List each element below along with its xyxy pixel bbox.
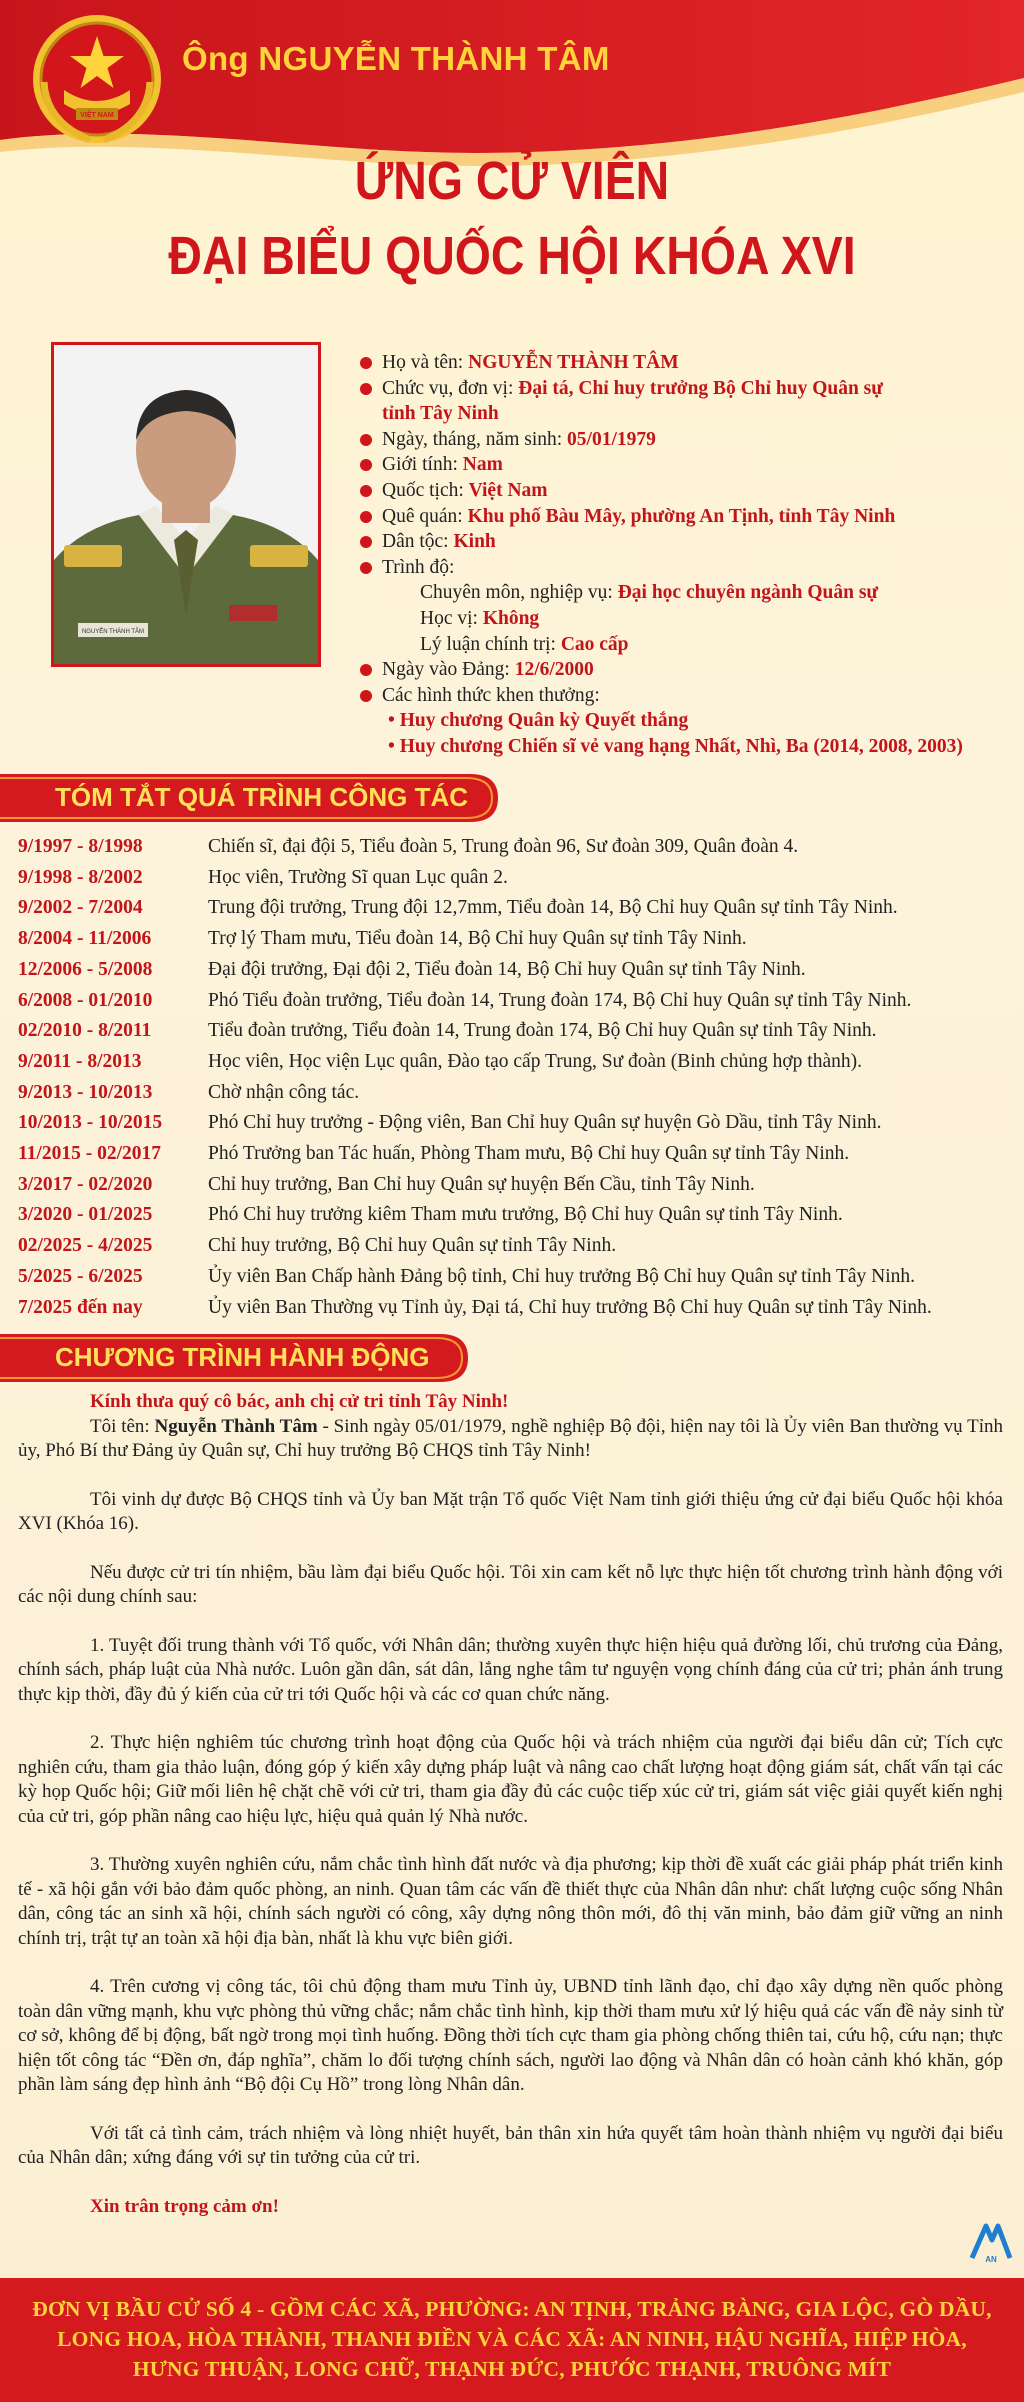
section-banner-program	[0, 1330, 470, 1386]
award-item: • Huy chương Quân kỳ Quyết thắng	[388, 710, 689, 732]
bullet-icon	[360, 562, 372, 574]
profile-hometown: Quê quán: Khu phố Bàu Mây, phường An Tịnh, tỉnh Tây Ninh	[360, 504, 1010, 530]
svg-text:VIỆT NAM: VIỆT NAM	[80, 112, 114, 119]
portrait-icon	[54, 345, 318, 664]
section-title-program: CHƯƠNG TRÌNH HÀNH ĐỘNG	[55, 1342, 430, 1372]
timeline-row: 5/2025 - 6/2025 Ủy viên Ban Chấp hành Đảng bộ tỉnh, Chỉ huy trưởng Bộ Chỉ huy Quân sự tỉnh Tây Ninh.	[18, 1265, 916, 1287]
program-paragraph: Nếu được cử tri tín nhiệm, bầu làm đại biểu Quốc hội. Tôi xin cam kết nỗ lực thực hiện tốt chương trình hành động với các nội dung chính sau:	[18, 1561, 1003, 1607]
bullet-icon	[360, 434, 372, 446]
timeline-row: 3/2020 - 01/2025 Phó Chỉ huy trưởng kiêm Tham mưu trưởng, Bộ Chỉ huy Quân sự tỉnh Tây Ninh.	[18, 1204, 843, 1226]
timeline-row: 7/2025 đến nay Ủy viên Ban Thường vụ Tỉnh ủy, Đại tá, Chỉ huy trưởng Bộ Chỉ huy Quân sự tỉnh Tây Ninh.	[18, 1296, 932, 1318]
an-logo-icon	[968, 2218, 1014, 2264]
footer-line: ĐƠN VỊ BẦU CỬ SỐ 4 - GỒM CÁC XÃ, PHƯỜNG: AN TỊNH, TRẢNG BÀNG, GIA LỘC, GÒ DẦU,	[32, 2297, 992, 2321]
program-item-4: 4. Trên cương vị công tác, tôi chủ động tham mưu Tỉnh ủy, UBND tỉnh lãnh đạo, chỉ đạo xây dựng nền quốc phòng toàn dân vững mạnh, khu vực phòng thủ vững chắc; nắm chắc tình hình, kịp thời tham mưu xử lý hiệu quả các vấn đề nảy sinh từ cơ sở, không để bị động, bất ngờ trong mọi tình huống. Đồng thời tích cực tham gia phòng chống thiên tai, cứu hộ, cứu nạn; thực hiện tốt công tác “Đền ơn, đáp nghĩa”, chăm lo đối tượng chính sách, người lao động và Nhân dân có hoàn cảnh khó khăn, góp phần làm sáng đẹp hình ảnh “Bộ đội Cụ Hồ” trong lòng Nhân dân.	[18, 1976, 1003, 2095]
bullet-icon	[360, 536, 372, 548]
program-item-2: 2. Thực hiện nghiêm túc chương trình hoạt động của Quốc hội và trách nhiệm của người đại biểu dân cử; Tích cực nghiên cứu, tham gia thảo luận, đóng góp ý kiến xây dựng pháp luật và nâng cao chất lượng hoạt động giám sát, chất vấn tại các kỳ họp Quốc hội; Giữ mối liên hệ chặt chẽ với cử tri, tham gia đầy đủ các cuộc tiếp xúc cử tri, giám sát việc giải quyết kiến nghị của cử tri, góp phần nâng cao hiệu lực, hiệu quả quản lý Nhà nước.	[18, 1732, 1003, 1827]
profile-politics: Lý luận chính trị: Cao cấp	[420, 633, 629, 655]
timeline-row: 9/1998 - 8/2002 Học viên, Trường Sĩ quan Lục quân 2.	[18, 866, 508, 888]
timeline-row: 9/1997 - 8/1998 Chiến sĩ, đại đội 5, Tiểu đoàn 5, Trung đoàn 96, Sư đoàn 309, Quân đoàn 4.	[18, 836, 799, 857]
header-candidate-name: Ông NGUYỄN THÀNH TÂM	[182, 40, 610, 77]
footer-constituency	[0, 2278, 1024, 2402]
profile-gender: Giới tính: Nam	[360, 452, 1010, 478]
footer-line: LONG HOA, HÒA THÀNH, THANH ĐIỀN VÀ CÁC XÃ: AN NINH, HẬU NGHĨA, HIỆP HÒA,	[57, 2327, 967, 2351]
timeline-row: 12/2006 - 5/2008 Đại đội trưởng, Đại đội 2, Tiểu đoàn 14, Bộ Chỉ huy Quân sự tỉnh Tây Ninh.	[18, 958, 806, 980]
profile-education: Trình độ:	[360, 555, 1010, 581]
program-closing: Xin trân trọng cảm ơn!	[90, 2195, 279, 2217]
candidate-photo	[51, 342, 321, 667]
svg-text:AN: AN	[985, 2255, 997, 2264]
timeline-row: 3/2017 - 02/2020 Chỉ huy trưởng, Ban Chỉ huy Quân sự huyện Bến Cầu, tỉnh Tây Ninh.	[18, 1173, 755, 1195]
section-banner-work	[0, 770, 500, 826]
bullet-icon	[360, 383, 372, 395]
program-item-3: 3. Thường xuyên nghiên cứu, nắm chắc tình hình đất nước và địa phương; kịp thời đề xuất các giải pháp phát triển kinh tế - xã hội gắn với bảo đảm quốc phòng, an ninh. Quan tâm các vấn đề thiết thực của Nhân dân như: chất lượng cuộc sống Nhân dân, công tác an sinh xã hội, chính sách người có công, xây dựng nông thôn mới, đô thị văn minh, bảo đảm giữ vững an ninh chính trị, trật tự an toàn xã hội địa bàn, nhất là khu vực biên giới.	[18, 1854, 1003, 1949]
timeline-row: 9/2002 - 7/2004 Trung đội trưởng, Trung đội 12,7mm, Tiểu đoàn 14, Bộ Chỉ huy Quân sự tỉnh Tây Ninh.	[18, 897, 898, 919]
bullet-icon	[360, 459, 372, 471]
footer-line: HƯNG THUẬN, LONG CHỮ, THẠNH ĐỨC, PHƯỚC THẠNH, TRUÔNG MÍT	[132, 2357, 892, 2381]
program-paragraph: Với tất cả tình cảm, trách nhiệm và lòng nhiệt huyết, bản thân xin hứa quyết tâm hoàn thành nhiệm vụ người đại biểu của Nhân dân; xứng đáng với sự tin tưởng của cử tri.	[18, 2122, 1003, 2168]
bullet-icon	[360, 511, 372, 523]
work-timeline	[18, 832, 1018, 1323]
profile-fullname: Họ và tên: NGUYỄN THÀNH TÂM	[360, 350, 1010, 376]
profile-party-date: Ngày vào Đảng: 12/6/2000	[360, 657, 1010, 683]
national-emblem-icon	[30, 12, 165, 147]
timeline-row: 11/2015 - 02/2017 Phó Trưởng ban Tác huấn, Phòng Tham mưu, Bộ Chỉ huy Quân sự tỉnh Tây Ninh.	[18, 1143, 850, 1165]
profile-info	[360, 350, 1010, 760]
timeline-row: 02/2025 - 4/2025 Chỉ huy trưởng, Bộ Chỉ huy Quân sự tỉnh Tây Ninh.	[18, 1235, 617, 1257]
bullet-icon	[360, 664, 372, 676]
page-title-line2: ĐẠI BIỂU QUỐC HỘI KHÓA XVI	[168, 226, 856, 286]
profile-ethnicity: Dân tộc: Kinh	[360, 529, 1010, 555]
timeline-row: 02/2010 - 8/2011 Tiểu đoàn trưởng, Tiểu đoàn 14, Trung đoàn 174, Bộ Chỉ huy Quân sự tỉnh Tây Ninh.	[18, 1020, 877, 1042]
program-paragraph: Tôi vinh dự được Bộ CHQS tỉnh và Ủy ban Mặt trận Tổ quốc Việt Nam tỉnh giới thiệu ứng cử đại biểu Quốc hội khóa XVI (Khóa 16).	[18, 1488, 1003, 1534]
action-program	[18, 1390, 1003, 2219]
bullet-icon	[360, 690, 372, 702]
header	[0, 0, 1024, 175]
profile-awards: Các hình thức khen thưởng:	[360, 683, 1010, 709]
timeline-row: 10/2013 - 10/2015 Phó Chỉ huy trưởng - Động viên, Ban Chỉ huy Quân sự huyện Gò Dầu, tỉnh Tây Ninh.	[18, 1112, 882, 1134]
program-item-1: 1. Tuyệt đối trung thành với Tổ quốc, với Nhân dân; thường xuyên thực hiện hiệu quả đường lối, chủ trương của Đảng, chính sách, pháp luật của Nhà nước. Luôn gần dân, sát dân, lắng nghe tâm tư nguyện vọng chính đáng của cử tri; phản ánh trung thực kịp thời, đầy đủ ý kiến của cử tri tới Quốc hội và các cơ quan chức năng.	[18, 1634, 1003, 1705]
timeline-row: 9/2011 - 8/2013 Học viên, Học viện Lục quân, Đào tạo cấp Trung, Sư đoàn (Binh chủng hợp thành).	[18, 1050, 862, 1072]
timeline-row: 8/2004 - 11/2006 Trợ lý Tham mưu, Tiểu đoàn 14, Bộ Chỉ huy Quân sự tỉnh Tây Ninh.	[18, 928, 747, 950]
profile-major: Chuyên môn, nghiệp vụ: Đại học chuyên ngành Quân sự	[420, 582, 879, 604]
award-item: • Huy chương Chiến sĩ vẻ vang hạng Nhất, Nhì, Ba (2014, 2008, 2003)	[388, 735, 963, 757]
profile-degree: Học vị: Không	[420, 607, 540, 629]
timeline-row: 6/2008 - 01/2010 Phó Tiểu đoàn trưởng, Tiểu đoàn 14, Trung đoàn 174, Bộ Chỉ huy Quân sự tỉnh Tây Ninh.	[18, 989, 912, 1011]
profile-dob: Ngày, tháng, năm sinh: 05/01/1979	[360, 427, 1010, 453]
section-title-work: TÓM TẮT QUÁ TRÌNH CÔNG TÁC	[55, 782, 469, 812]
profile-nationality: Quốc tịch: Việt Nam	[360, 478, 1010, 504]
program-greeting: Kính thưa quý cô bác, anh chị cử tri tỉnh Tây Ninh!	[90, 1391, 509, 1412]
program-intro: Tôi tên: Nguyễn Thành Tâm - Sinh ngày 05/01/1979, nghề nghiệp Bộ đội, hiện nay tôi là Ủy viên Ban thường vụ Tỉnh ủy, Phó Bí thư Đảng ủy Quân sự, Chỉ huy trưởng Bộ CHQS tỉnh Tây Ninh!	[18, 1415, 1003, 1461]
bullet-icon	[360, 357, 372, 369]
timeline-row: 9/2013 - 10/2013 Chờ nhận công tác.	[18, 1081, 360, 1103]
svg-text:NGUYỄN THÀNH TÂM: NGUYỄN THÀNH TÂM	[81, 629, 145, 635]
profile-position: Chức vụ, đơn vị: Đại tá, Chỉ huy trưởng Bộ Chỉ huy Quân sự tỉnh Tây Ninh	[360, 376, 1010, 427]
page-title-line1: ỨNG CỬ VIÊN	[354, 151, 670, 211]
bullet-icon	[360, 485, 372, 497]
